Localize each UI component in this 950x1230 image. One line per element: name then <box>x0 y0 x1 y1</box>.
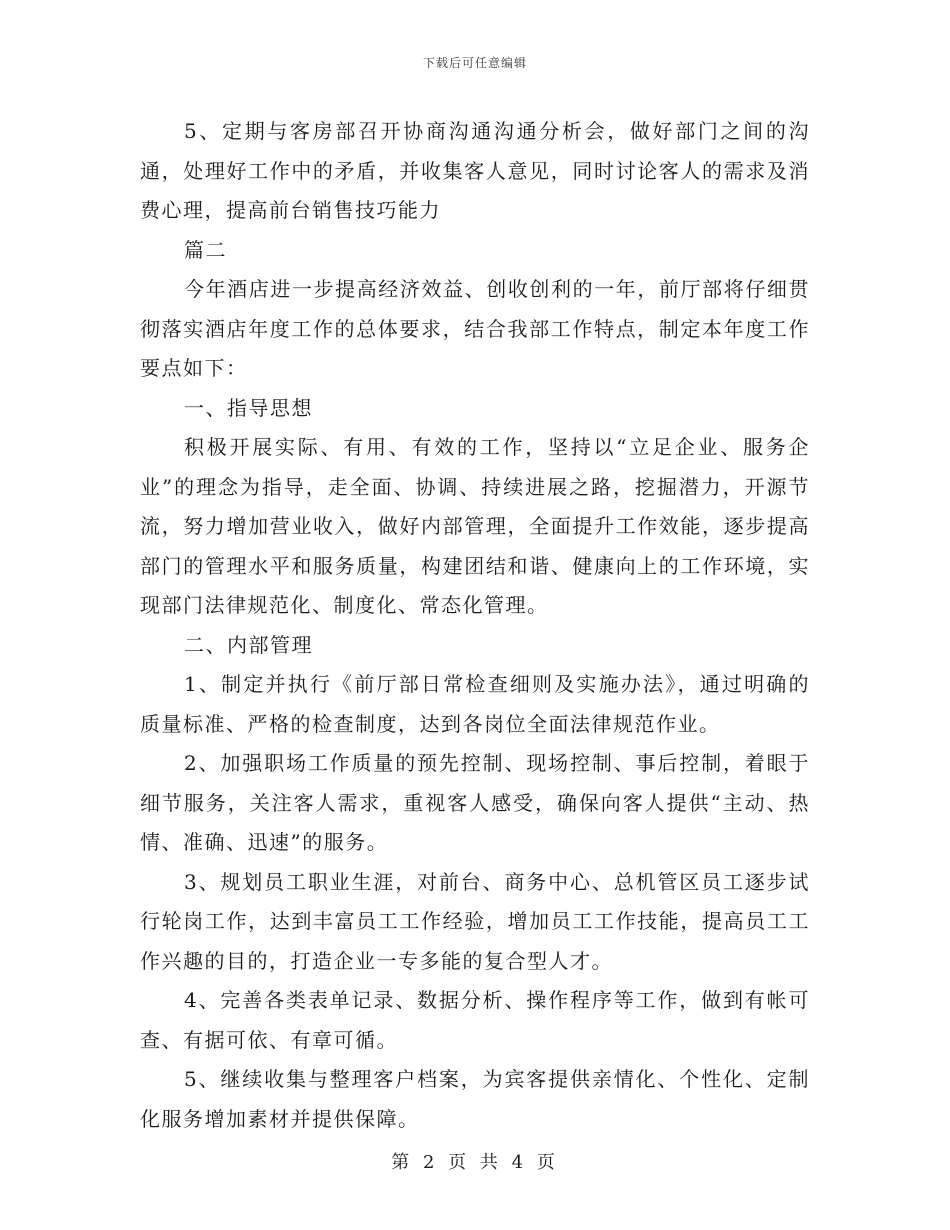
page-header: 下载后可任意编辑 <box>422 56 527 70</box>
paragraph-item-1-inspection: 1、制定并执行《前厅部日常检查细则及实施办法》，通过明确的质量标准、严格的检查制度，达到各岗位全面法律规范作业。 <box>140 672 810 736</box>
page-number-footer: 第 2 页 共 4 页 <box>391 1152 559 1173</box>
section-heading-guiding-ideology: 一、指导思想 <box>184 395 313 420</box>
paragraph-item-3-career-planning: 3、规划员工职业生涯，对前台、商务中心、总机管区员工逐步试行轮岗工作，达到丰富员工工作经验，增加员工工作技能，提高员工工作兴趣的目的，打造企业一专多能的复合型人才。 <box>140 869 810 973</box>
section-heading-internal-management: 二、内部管理 <box>184 632 313 657</box>
paragraph-item-5-customer-files: 5、继续收集与整理客户档案，为宾客提供亲情化、个性化、定制化服务增加素材并提供保障。 <box>140 1067 810 1131</box>
paragraph-item-2-quality-control: 2、加强职场工作质量的预先控制、现场控制、事后控制，着眼于细节服务，关注客人需求，重视客人感受，确保向客人提供“主动、热情、准确、迅速”的服务。 <box>140 751 810 854</box>
paragraph-guiding-ideology: 积极开展实际、有用、有效的工作，坚持以“立足企业、服务企业”的理念为指导，走全面、协调、持续进展之路，挖掘潜力，开源节流，努力增加营业收入，做好内部管理，全面提升工作效能，逐步提高部门的管理水平和服务质量，构建团结和谐、健康向上的工作环境，实现部门法律规范化、制度化、常态化管理。 <box>140 435 810 617</box>
section-heading-part-two: 篇二 <box>184 237 227 262</box>
paragraph-item-4-records: 4、完善各类表单记录、数据分析、操作程序等工作，做到有帐可查、有据可依、有章可循。 <box>140 988 810 1052</box>
document-body <box>140 112 810 1139</box>
paragraph-item-5-consultation: 5、定期与客房部召开协商沟通沟通分析会，做好部门之间的沟通，处理好工作中的矛盾，并收集客人意见，同时讨论客人的需求及消费心理，提高前台销售技巧能力 <box>140 119 810 222</box>
paragraph-intro: 今年酒店进一步提高经济效益、创收创利的一年，前厅部将仔细贯彻落实酒店年度工作的总体要求，结合我部工作特点，制定本年度工作要点如下： <box>140 277 810 380</box>
